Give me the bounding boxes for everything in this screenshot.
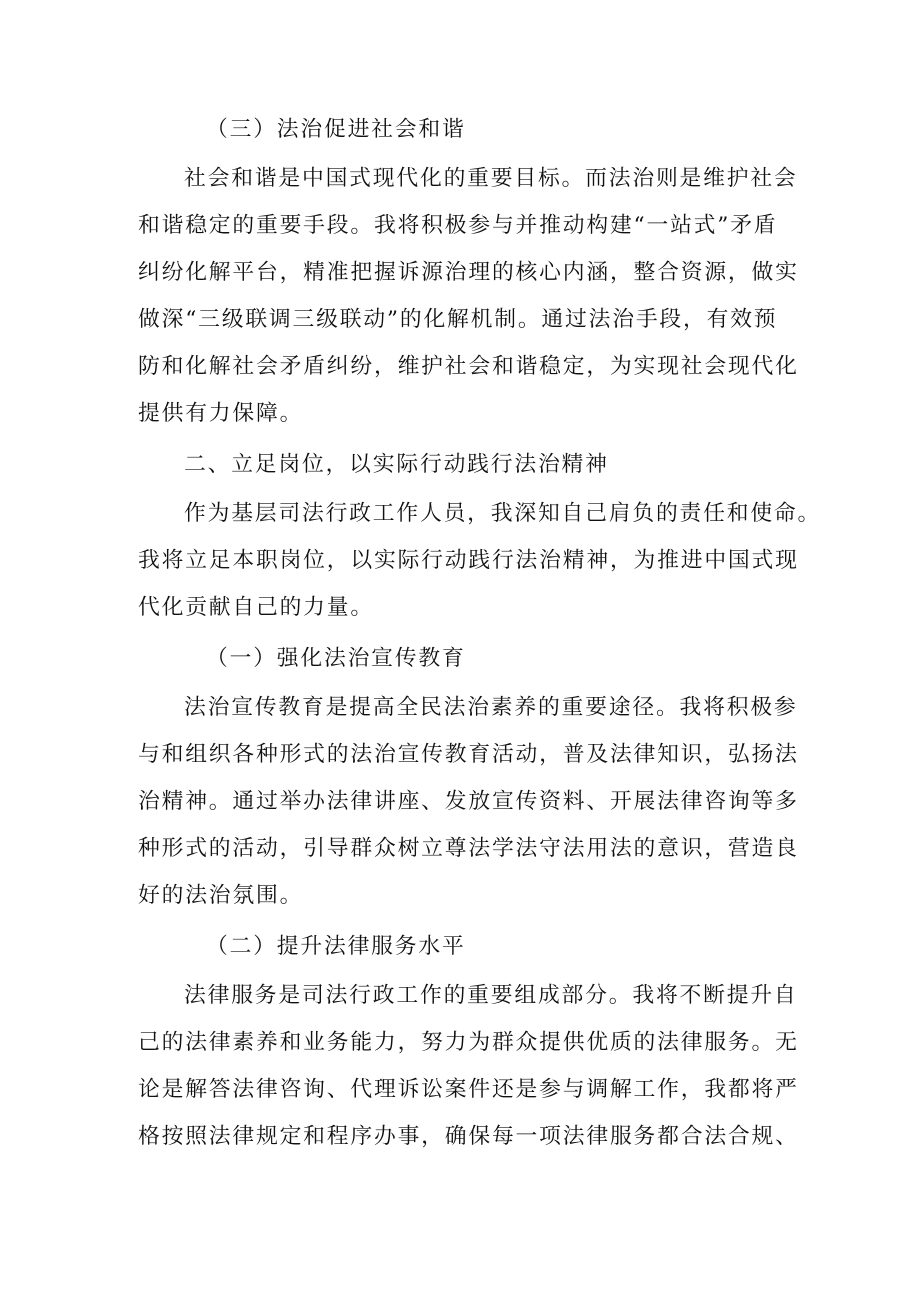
paragraph-line: 格按照法律规定和程序办事，确保每一项法律服务都合法合规、 — [138, 1124, 799, 1149]
paragraph-line: 作为基层司法行政工作人员，我深知自己肩负的责任和使命。 — [184, 501, 822, 526]
heading-section-3: （三）法治促进社会和谐 — [206, 117, 466, 142]
paragraph-line: 己的法律素养和业务能力，努力为群众提供优质的法律服务。无 — [138, 1030, 799, 1055]
paragraph-line: 治精神。通过举办法律讲座、发放宣传资料、开展法律咨询等多 — [138, 789, 799, 814]
paragraph-line: 法治宣传教育是提高全民法治素养的重要途径。我将积极参 — [184, 695, 798, 720]
paragraph-line: 与和组织各种形式的法治宣传教育活动，普及法律知识，弘扬法 — [138, 742, 799, 767]
paragraph-line: 论是解答法律咨询、代理诉讼案件还是参与调解工作，我都将严 — [138, 1077, 799, 1102]
section-title: 二、立足岗位，以实际行动践行法治精神 — [184, 452, 609, 477]
paragraph-line: 法律服务是司法行政工作的重要组成部分。我将不断提升自 — [184, 983, 798, 1008]
paragraph-line: 防和化解社会矛盾纠纷，维护社会和谐稳定，为实现社会现代化 — [138, 354, 799, 379]
paragraph-line: 我将立足本职岗位，以实际行动践行法治精神，为推进中国式现 — [138, 548, 799, 573]
paragraph-line: 社会和谐是中国式现代化的重要目标。而法治则是维护社会 — [184, 166, 798, 191]
paragraph-line: 做深“三级联调三级联动”的化解机制。通过法治手段，有效预 — [138, 307, 778, 332]
subsection-title: （一）强化法治宣传教育 — [206, 646, 466, 671]
paragraph-line: 好的法治氛围。 — [138, 883, 304, 908]
subsection-title: （二）提升法律服务水平 — [206, 934, 466, 959]
paragraph-line: 纠纷化解平台，精准把握诉源治理的核心内涵，整合资源，做实 — [138, 260, 799, 285]
paragraph-line: 代化贡献自己的力量。 — [138, 595, 374, 620]
paragraph-line: 提供有力保障。 — [138, 401, 304, 426]
paragraph-line: 和谐稳定的重要手段。我将积极参与并推动构建“一站式”矛盾 — [138, 213, 778, 238]
paragraph-line: 种形式的活动，引导群众树立尊法学法守法用法的意识，营造良 — [138, 836, 799, 861]
